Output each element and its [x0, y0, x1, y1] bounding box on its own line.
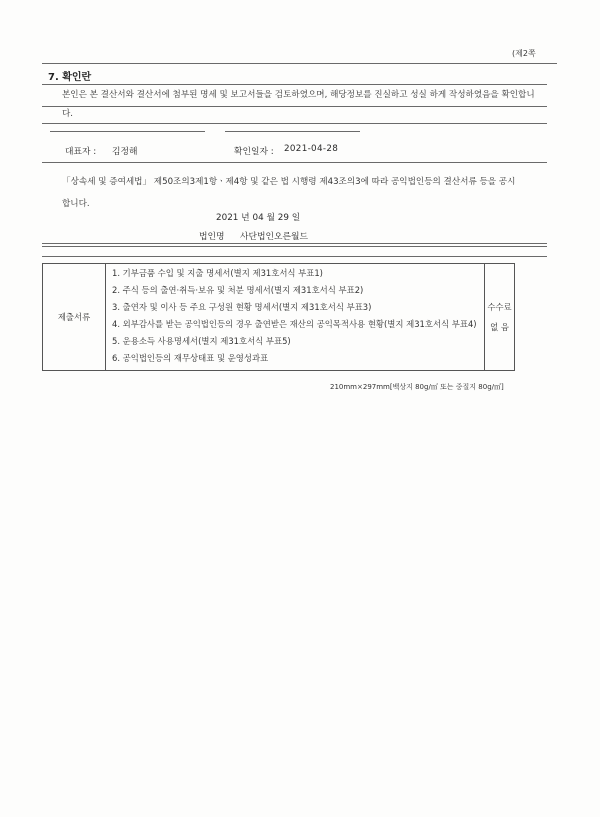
section-rule-2: [42, 106, 547, 107]
signature-line-right: [225, 131, 360, 132]
representative-name: 김정해: [112, 147, 138, 157]
section-title: 7. 확인란: [48, 72, 92, 83]
document-item: 2. 주식 등의 출연·취득·보유 및 처분 명세서(별지 제31호서식 부표2): [112, 285, 364, 295]
documents-label: 제출서류: [43, 264, 106, 371]
confirm-date-value: 2021-04-28: [284, 144, 339, 154]
page-number: (제2쪽: [512, 49, 536, 58]
confirmation-text: 본인은 본 결산서와 결산서에 첨부된 명세 및 보고서들을 검토하였으며, 해당정보를 진실하고 성실 하게 작성하였음을 확인합니다.: [62, 90, 535, 119]
document-item: 6. 공익법인등의 재무상태표 및 운영성과표: [112, 353, 269, 363]
documents-list: [106, 264, 485, 371]
publication-date: 2021 년 04 월 29 일: [216, 213, 301, 223]
document-item: 5. 운용소득 사용명세서(별지 제31호서식 부표5): [112, 336, 291, 346]
top-rule: [42, 63, 557, 64]
section-rule-3: [42, 123, 547, 124]
signature-rule: [42, 162, 547, 163]
documents-table: [42, 263, 515, 371]
document-item: 3. 출연자 및 이사 등 주요 구성원 현황 명세서(별지 제31호서식 부표3): [112, 302, 372, 312]
section-rule-1: [42, 84, 547, 85]
corporation-name: 사단법인오른월드: [240, 232, 308, 242]
notice-rule-1: [42, 243, 547, 244]
signature-line-left: [50, 131, 205, 132]
fee-cell: 수수료 없 음: [485, 264, 515, 371]
representative-label: 대표자 :: [65, 147, 97, 157]
confirm-date-label: 확인일자 :: [234, 147, 274, 157]
notice-rule-2: [42, 246, 547, 247]
notice-rule-3: [42, 256, 547, 257]
paper-size-note: 210mm×297mm[백상지 80g/㎡ 또는 중질지 80g/㎡]: [330, 383, 504, 391]
corporation-label: 법인명: [199, 232, 225, 242]
public-notice-text: 「상속세 및 증여세법」 제50조의3제1항ㆍ제4항 및 같은 법 시행령 제43조의3에 따라 공익법인등의 결산서류 등을 공시합니다.: [62, 177, 516, 209]
document-item: 1. 기부금품 수입 및 지출 명세서(별지 제31호서식 부표1): [112, 268, 323, 278]
document-item: 4. 외부감사를 받는 공익법인등의 경우 출연받은 재산의 공익목적사용 현황(별지 제31호서식 부표4): [112, 319, 477, 329]
